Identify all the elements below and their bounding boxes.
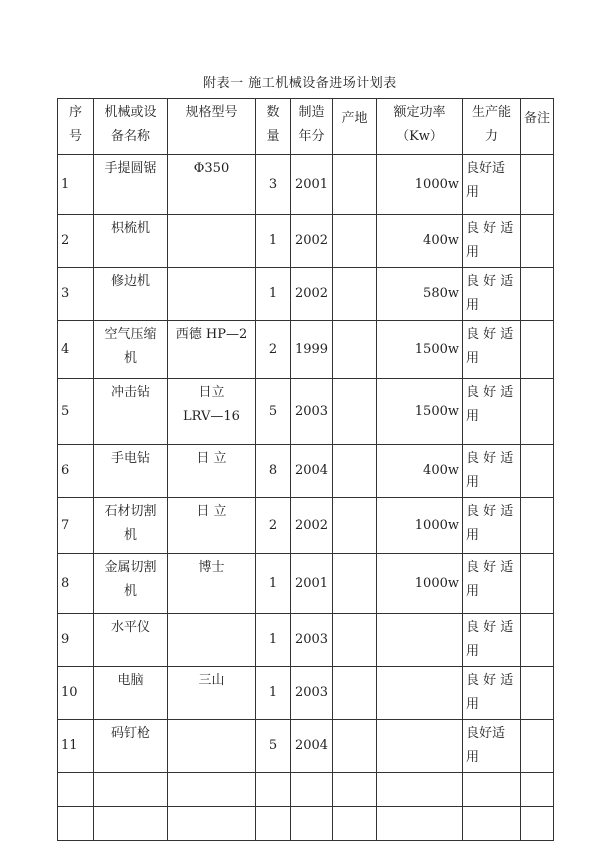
cell-capacity: 良好适 用 (463, 720, 521, 773)
cell-remark (521, 445, 554, 498)
cell-no: 2 (58, 215, 94, 268)
equipment-table (57, 98, 554, 841)
cell-origin (333, 215, 377, 268)
cell-model (168, 720, 256, 773)
cell-origin (333, 554, 377, 614)
cell-model: 博士 (168, 554, 256, 614)
table-header-row (58, 99, 554, 155)
table-row (58, 614, 554, 667)
cell-name: 枳梳机 (94, 215, 168, 268)
cell-origin (333, 379, 377, 445)
cell-power: 1500w (377, 321, 463, 379)
cell-remark (521, 215, 554, 268)
cell-name: 手电钻 (94, 445, 168, 498)
cell-name: 手提圆锯 (94, 155, 168, 215)
cell-remark (521, 268, 554, 321)
cell-power: 400w (377, 215, 463, 268)
table-row (58, 268, 554, 321)
cell-qty: 1 (256, 614, 291, 667)
cell-capacity: 良 好 适 用 (463, 554, 521, 614)
cell-capacity: 良 好 适 用 (463, 321, 521, 379)
cell-remark (521, 498, 554, 554)
cell-name: 水平仪 (94, 614, 168, 667)
table-row (58, 667, 554, 720)
cell-capacity: 良 好 适 用 (463, 215, 521, 268)
cell-year: 2003 (291, 667, 333, 720)
cell-name: 码钉枪 (94, 720, 168, 773)
cell-no: 8 (58, 554, 94, 614)
cell-year: 2004 (291, 720, 333, 773)
table-row (58, 445, 554, 498)
cell-power: 400w (377, 445, 463, 498)
cell-origin (333, 720, 377, 773)
cell-power (377, 667, 463, 720)
cell-name: 金属切割 机 (94, 554, 168, 614)
cell-year: 2002 (291, 498, 333, 554)
cell-qty: 1 (256, 667, 291, 720)
table-row (58, 720, 554, 773)
cell-model: Φ350 (168, 155, 256, 215)
cell-power: 580w (377, 268, 463, 321)
cell-no: 10 (58, 667, 94, 720)
cell-name: 电脑 (94, 667, 168, 720)
cell-remark (521, 667, 554, 720)
cell-capacity: 良 好 适 用 (463, 614, 521, 667)
cell-model: 西德 HP—2 (168, 321, 256, 379)
cell-qty: 1 (256, 215, 291, 268)
header-name: 机械或设 备名称 (94, 99, 168, 155)
cell-no: 4 (58, 321, 94, 379)
cell-no: 7 (58, 498, 94, 554)
header-origin: 产地 (333, 99, 377, 155)
cell-qty: 5 (256, 720, 291, 773)
table-row (58, 155, 554, 215)
cell-qty: 5 (256, 379, 291, 445)
table-row (58, 215, 554, 268)
cell-power: 1000w (377, 498, 463, 554)
cell-origin (333, 498, 377, 554)
cell-name: 冲击钻 (94, 379, 168, 445)
cell-qty: 1 (256, 554, 291, 614)
header-power: 额定功率 （Kw） (377, 99, 463, 155)
header-remark: 备注 (521, 99, 554, 155)
cell-name: 石材切割 机 (94, 498, 168, 554)
cell-model (168, 268, 256, 321)
cell-year: 2001 (291, 554, 333, 614)
cell-qty: 2 (256, 321, 291, 379)
cell-origin (333, 614, 377, 667)
cell-remark (521, 155, 554, 215)
cell-qty: 3 (256, 155, 291, 215)
table-row (58, 554, 554, 614)
document-title: 附表一 施工机械设备进场计划表 (203, 76, 397, 91)
cell-remark (521, 379, 554, 445)
header-seq: 序 号 (58, 99, 94, 155)
cell-qty: 2 (256, 498, 291, 554)
cell-year: 2001 (291, 155, 333, 215)
cell-capacity: 良 好 适 用 (463, 667, 521, 720)
cell-no: 6 (58, 445, 94, 498)
cell-no: 3 (58, 268, 94, 321)
cell-capacity: 良好适 用 (463, 155, 521, 215)
cell-origin (333, 445, 377, 498)
cell-year: 2003 (291, 379, 333, 445)
header-model: 规格型号 (168, 99, 256, 155)
cell-power: 1000w (377, 554, 463, 614)
cell-power (377, 614, 463, 667)
cell-capacity: 良 好 适 用 (463, 445, 521, 498)
cell-remark (521, 321, 554, 379)
cell-capacity: 良 好 适 用 (463, 498, 521, 554)
cell-origin (333, 155, 377, 215)
table-row-empty (58, 807, 554, 841)
table-row (58, 379, 554, 445)
cell-model (168, 215, 256, 268)
cell-model: 日 立 (168, 445, 256, 498)
cell-origin (333, 268, 377, 321)
cell-power: 1000w (377, 155, 463, 215)
cell-power (377, 720, 463, 773)
cell-no: 11 (58, 720, 94, 773)
cell-remark (521, 720, 554, 773)
cell-year: 2003 (291, 614, 333, 667)
cell-name: 修边机 (94, 268, 168, 321)
cell-year: 2004 (291, 445, 333, 498)
table-row (58, 321, 554, 379)
cell-year: 2002 (291, 215, 333, 268)
cell-name: 空气压缩 机 (94, 321, 168, 379)
cell-capacity: 良 好 适 用 (463, 379, 521, 445)
cell-model: 日立 LRV—16 (168, 379, 256, 445)
header-year: 制造 年分 (291, 99, 333, 155)
header-capacity: 生产能 力 (463, 99, 521, 155)
cell-year: 1999 (291, 321, 333, 379)
cell-qty: 1 (256, 268, 291, 321)
cell-model: 三山 (168, 667, 256, 720)
cell-no: 9 (58, 614, 94, 667)
header-qty: 数 量 (256, 99, 291, 155)
cell-remark (521, 614, 554, 667)
cell-no: 5 (58, 379, 94, 445)
cell-origin (333, 321, 377, 379)
table-row (58, 498, 554, 554)
cell-model (168, 614, 256, 667)
cell-capacity: 良 好 适 用 (463, 268, 521, 321)
cell-year: 2002 (291, 268, 333, 321)
cell-model: 日 立 (168, 498, 256, 554)
cell-qty: 8 (256, 445, 291, 498)
cell-origin (333, 667, 377, 720)
table-row-empty (58, 773, 554, 807)
cell-remark (521, 554, 554, 614)
cell-power: 1500w (377, 379, 463, 445)
cell-no: 1 (58, 155, 94, 215)
